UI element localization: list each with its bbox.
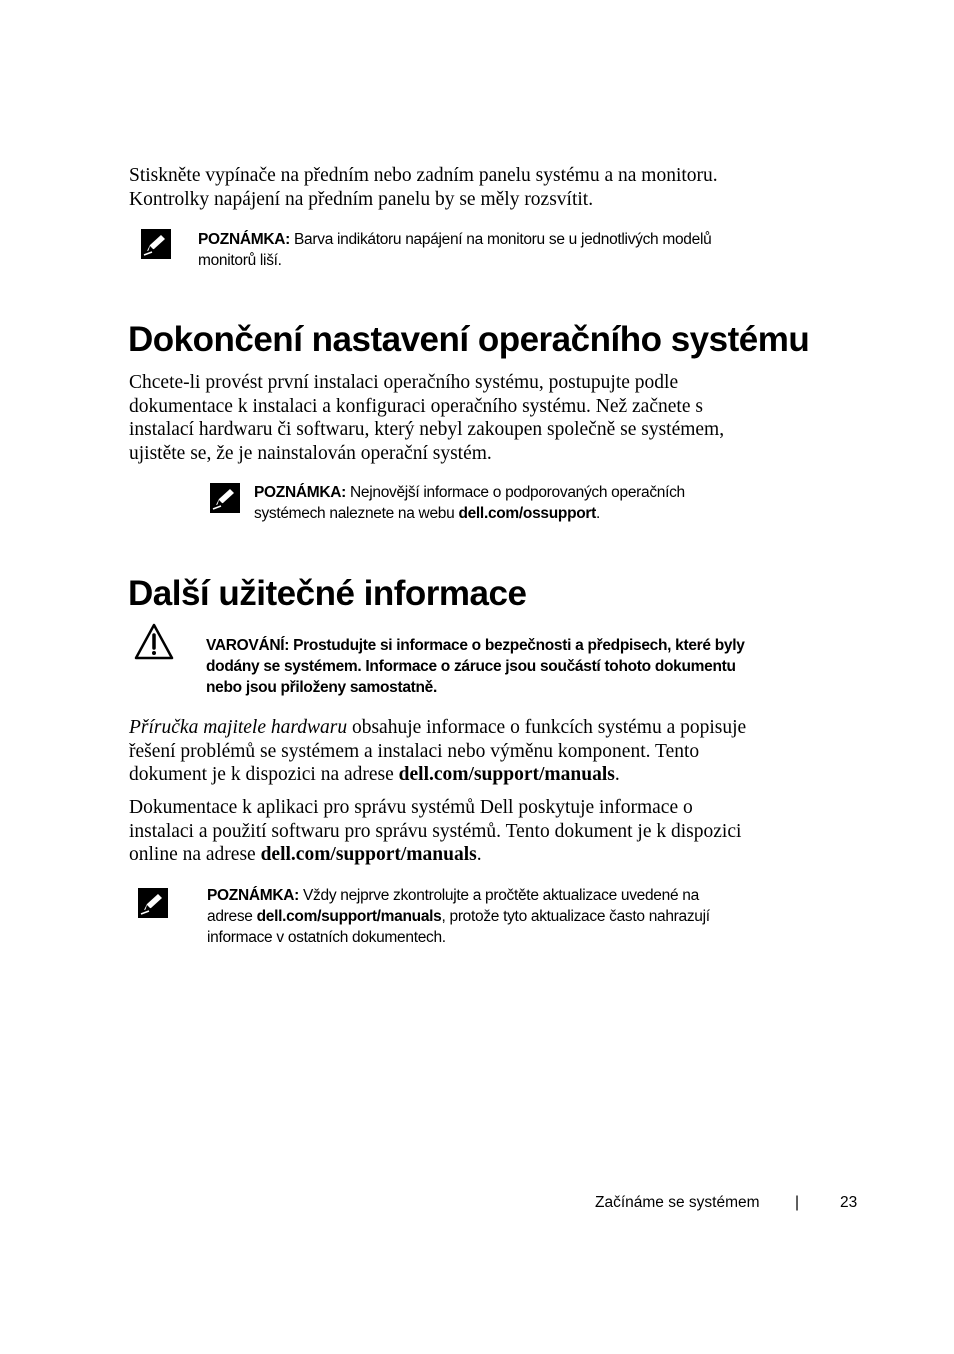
note-1-text-2: monitorů liší.: [198, 252, 282, 269]
manuals-link[interactable]: dell.com/support/manuals: [256, 908, 442, 925]
manual-line-3: dokument je k dispozici na adrese: [129, 764, 399, 785]
note-3-text-2-end: , protože tyto aktualizace často nahrazují: [441, 908, 710, 925]
footer-section-title: Začínáme se systémem: [595, 1194, 760, 1211]
warning-block: [206, 635, 745, 698]
note-3: [207, 885, 710, 948]
manual-line-3-end: .: [614, 764, 620, 785]
manual-line-2: řešení problémů se systémem a instalaci nebo výměnu komponent. Tento: [129, 740, 700, 762]
note-3-text-1: Vždy nejprve zkontrolujte a pročtěte aktualizace uvedené na: [299, 887, 699, 904]
note-pencil-icon: [138, 888, 168, 918]
warning-line-3: nebo jsou přiloženy samostatně.: [206, 679, 437, 696]
page-number: 23: [840, 1194, 858, 1211]
manual-line-1: obsahuje informace o funkcích systému a popisuje: [347, 717, 747, 738]
note-2-text-1: Nejnovější informace o podporovaných operačních: [346, 484, 685, 501]
section-1-title: Dokončení nastavení operačního systému: [128, 320, 810, 359]
intro-paragraph: [129, 164, 849, 211]
note-3-text-2: adrese: [207, 908, 257, 925]
section-1-line-1: Chcete-li provést první instalaci operačního systému, postupujte podle: [129, 372, 679, 393]
note-1: [198, 229, 711, 271]
warning-line-2: dodány se systémem. Informace o záruce jsou součástí tohoto dokumentu: [206, 658, 736, 675]
footer-separator: |: [795, 1194, 800, 1211]
intro-line-2: Kontrolky napájení na předním panelu by se měly rozsvítit.: [129, 188, 594, 210]
section-1-paragraph: [129, 371, 849, 465]
docs-line-2: instalaci a použití softwaru pro správu systémů. Tento dokument je k dispozici: [129, 820, 742, 842]
warning-line-1: VAROVÁNÍ: Prostudujte si informace o bezpečnosti a předpisech, které byly: [206, 637, 745, 654]
note-3-label: POZNÁMKA:: [207, 887, 300, 904]
note-1-label: POZNÁMKA:: [198, 231, 291, 248]
manual-title-italic: Příručka majitele hardwaru: [129, 717, 348, 738]
note-2: [254, 482, 685, 524]
docs-paragraph: [129, 796, 849, 867]
section-1-line-3: instalací hardwaru či softwaru, který nebyl zakoupen společně se systémem,: [129, 419, 725, 440]
manuals-link[interactable]: dell.com/support/manuals: [398, 764, 615, 785]
note-2-label: POZNÁMKA:: [254, 484, 347, 501]
docs-line-3: online na adrese: [129, 844, 261, 865]
intro-line-1: Stiskněte vypínače na předním nebo zadním panelu systému a na monitoru.: [129, 165, 718, 186]
note-1-text-1: Barva indikátoru napájení na monitoru se u jednotlivých modelů: [290, 231, 712, 248]
section-1-line-4: ujistěte se, že je nainstalován operační systém.: [129, 442, 492, 464]
note-2-text-2-end: .: [596, 505, 601, 522]
note-pencil-icon: [141, 229, 171, 259]
note-3-text-3: informace v ostatních dokumentech.: [207, 929, 446, 946]
ossupport-link[interactable]: dell.com/ossupport: [458, 505, 596, 522]
section-2-title: Další užitečné informace: [128, 574, 527, 613]
docs-line-3-end: .: [476, 844, 482, 865]
manual-paragraph: [129, 716, 849, 787]
manuals-link[interactable]: dell.com/support/manuals: [260, 844, 477, 865]
note-2-text-2: systémech naleznete na webu: [254, 505, 459, 522]
note-pencil-icon: [210, 483, 240, 513]
warning-triangle-icon: [134, 623, 174, 661]
docs-line-1: Dokumentace k aplikaci pro správu systémů Dell poskytuje informace o: [129, 797, 693, 818]
section-1-line-2: dokumentace k instalaci a konfiguraci operačního systému. Než začnete s: [129, 395, 703, 417]
